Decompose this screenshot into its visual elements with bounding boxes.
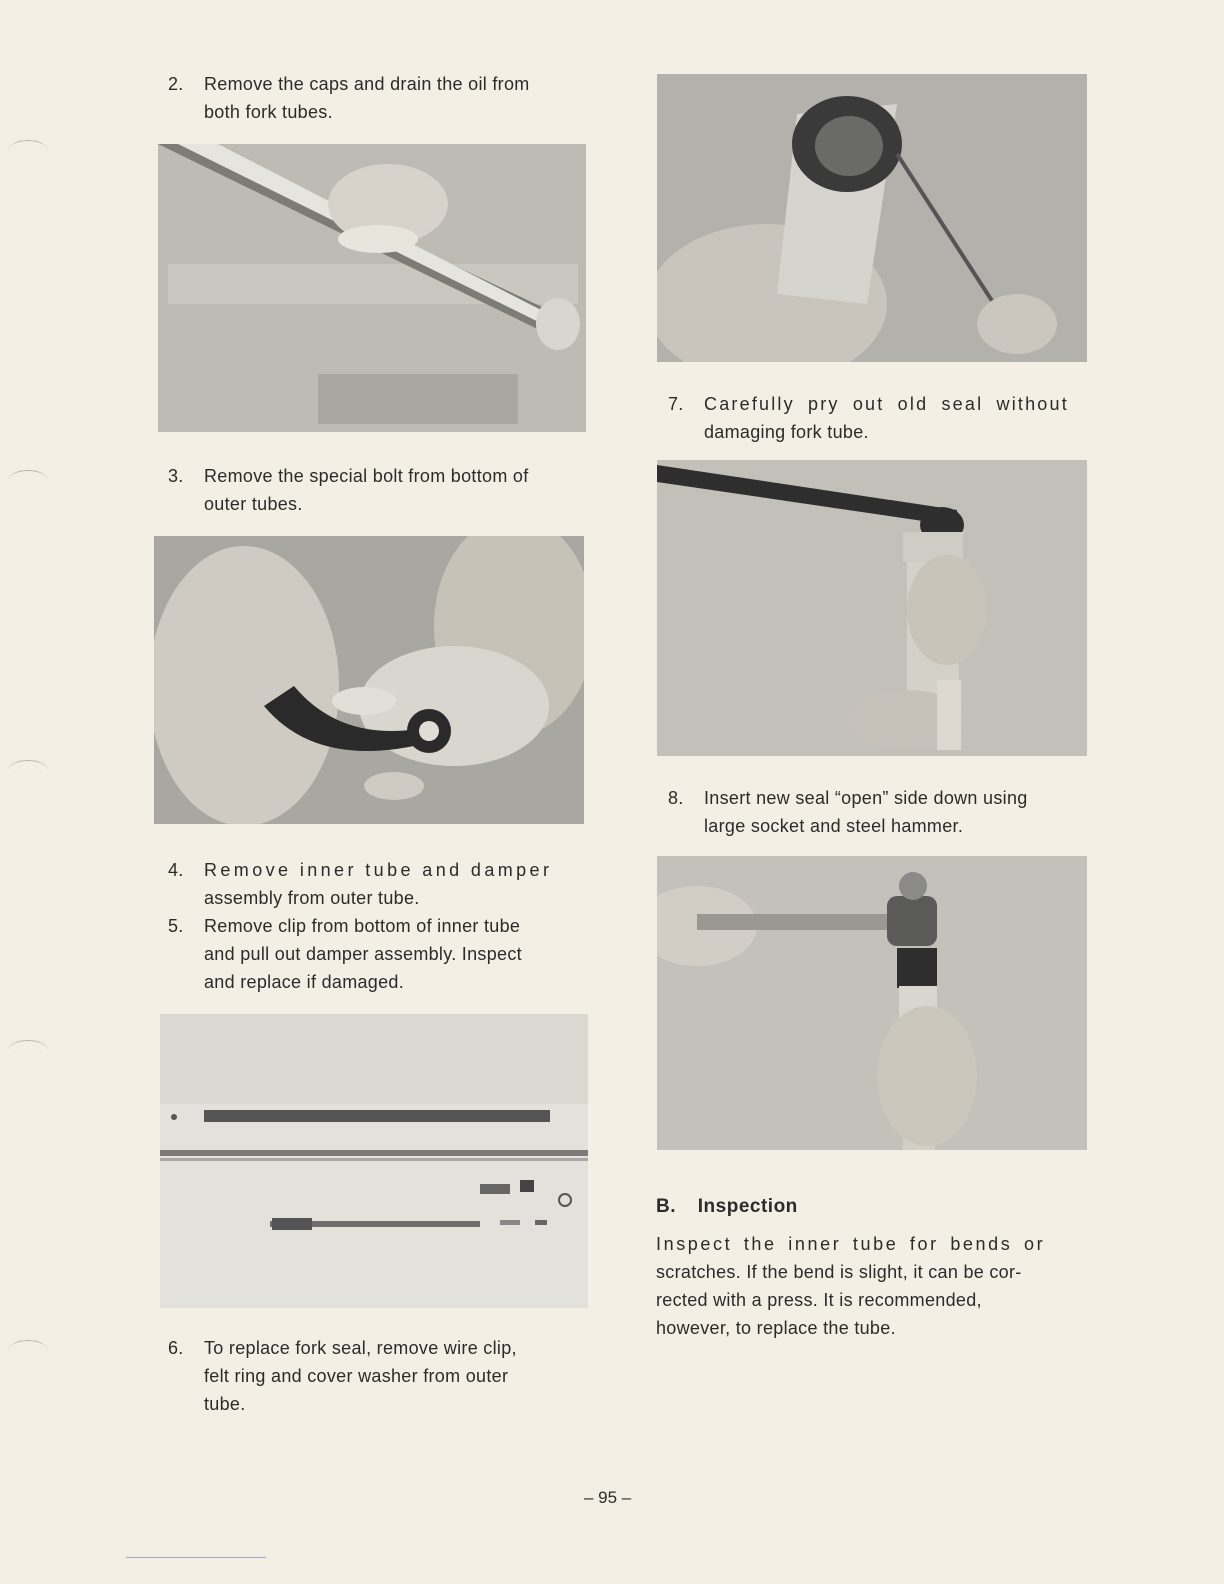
step-4 xyxy=(168,856,588,916)
step-number: 5. xyxy=(168,916,184,936)
photo-prying-old-seal xyxy=(657,74,1087,362)
step-number: 3. xyxy=(168,466,184,486)
step-number: 8. xyxy=(668,788,684,808)
punch-mark xyxy=(8,140,48,161)
step-number: 2. xyxy=(168,74,184,94)
step-number: 7. xyxy=(668,394,684,414)
step-8 xyxy=(668,784,1088,844)
punch-mark xyxy=(8,470,48,491)
step-text: Remove inner tube and damper assembly from outer tube. xyxy=(204,860,553,908)
page-number: – 95 – xyxy=(584,1488,632,1507)
step-5 xyxy=(168,912,588,1000)
punch-mark xyxy=(8,1340,48,1361)
footer-rule xyxy=(126,1557,266,1558)
step-2 xyxy=(168,70,588,130)
step-text: Remove clip from bottom of inner tube and pull out damper assembly. Inspect and replace if damaged. xyxy=(204,916,522,992)
photo-hammering-new-seal xyxy=(657,856,1087,1150)
step-text: Remove the special bolt from bottom of outer tubes. xyxy=(204,466,529,514)
step-text: Remove the caps and drain the oil from both fork tubes. xyxy=(204,74,530,122)
inspection-paragraph: Inspect the inner tube for bends or scratches. If the bend is slight, it can be cor- rected with a press. It is recommended, however, to replace the tube. xyxy=(656,1234,1046,1338)
step-number: 4. xyxy=(168,860,184,880)
step-6 xyxy=(168,1334,588,1422)
step-text: Carefully pry out old seal without damaging fork tube. xyxy=(704,394,1069,442)
inspection-heading: B. Inspection xyxy=(656,1196,798,1217)
punch-mark xyxy=(8,760,48,781)
step-3 xyxy=(168,462,588,522)
photo-draining-fork-oil xyxy=(158,144,586,432)
step-7 xyxy=(668,390,1088,450)
punch-mark xyxy=(8,1040,48,1061)
step-text: Insert new seal “open” side down using large socket and steel hammer. xyxy=(704,788,1028,836)
photo-seal-installation-wrench xyxy=(657,460,1087,756)
photo-damper-assembly-parts xyxy=(160,1014,588,1308)
step-text: To replace fork seal, remove wire clip, felt ring and cover washer from outer tube. xyxy=(204,1338,517,1414)
step-number: 6. xyxy=(168,1338,184,1358)
photo-removing-special-bolt xyxy=(154,536,584,824)
